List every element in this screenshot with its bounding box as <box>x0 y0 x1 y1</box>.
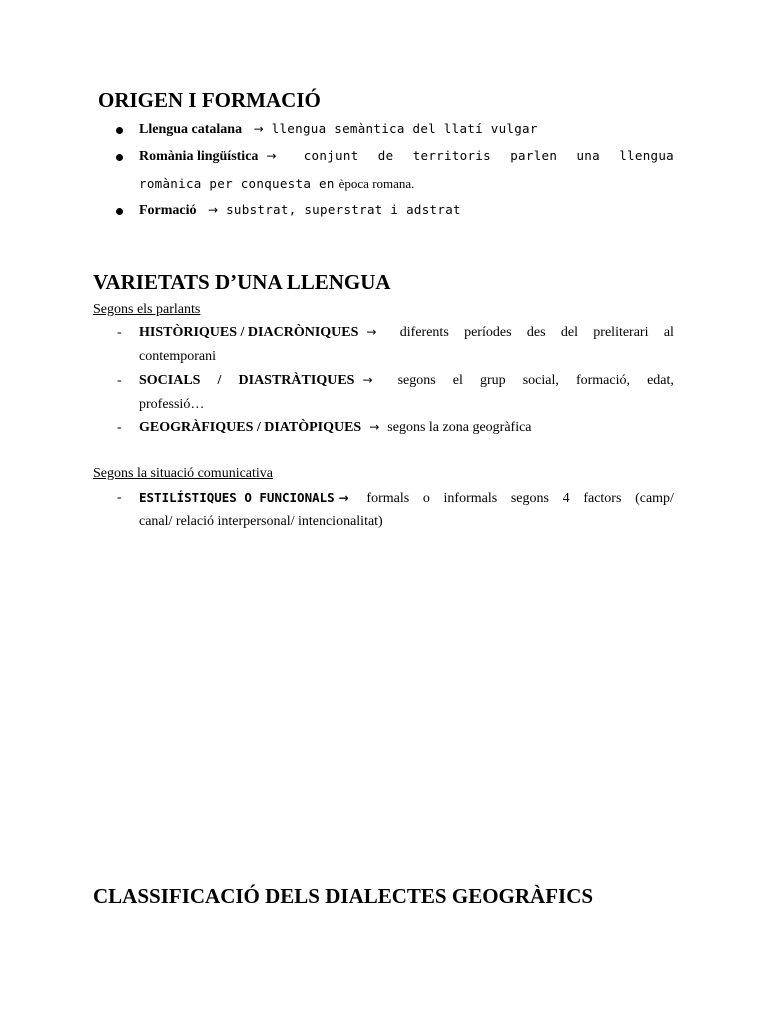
term: Romània lingüística <box>139 149 259 164</box>
word: segons <box>510 491 549 506</box>
definition: segons la zona geogràfica <box>387 420 532 435</box>
subsection-title-parlants: Segons els parlants <box>93 302 201 317</box>
word: territoris <box>412 148 491 163</box>
word: al <box>663 325 674 340</box>
term-word: / <box>217 373 222 388</box>
word: 4 <box>562 491 570 506</box>
arrow-icon: → <box>208 203 219 217</box>
list-item-estilistiques-line2: canal/ relació interpersonal/ intencionalitat) <box>139 514 383 529</box>
word: el <box>452 373 463 388</box>
definition: romànica per conquesta en <box>139 176 335 191</box>
term: Llengua catalana <box>139 122 243 137</box>
list-item-formacio <box>139 202 461 219</box>
word: (camp/ <box>635 491 674 506</box>
term: GEOGRÀFIQUES / DIATÒPIQUES <box>139 420 362 435</box>
term: HISTÒRIQUES / DIACRÒNIQUES <box>139 325 359 340</box>
section-title-varietats: VARIETATS D’UNA LLENGUA <box>93 270 391 294</box>
definition: llengua semàntica del llatí vulgar <box>271 121 538 136</box>
arrow-icon: → <box>362 373 373 387</box>
list-item-historiques-line2: contemporani <box>139 349 216 364</box>
word: de <box>377 148 394 163</box>
list-item-romania-line1 <box>139 148 674 165</box>
list-item-socials-line1 <box>139 373 674 389</box>
section-title-classificacio: CLASSIFICACIÓ DELS DIALECTES GEOGRÀFICS <box>93 884 594 908</box>
dash-bullet: - <box>117 373 122 388</box>
list-item-socials-line2: professió… <box>139 397 205 412</box>
word: llengua <box>619 148 674 163</box>
section-title-origen: ORIGEN I FORMACIÓ <box>98 88 321 112</box>
arrow-icon: → <box>366 325 377 339</box>
word: conjunt <box>303 148 359 163</box>
definition: època romana. <box>338 176 415 191</box>
word: social, <box>522 373 559 388</box>
bullet-icon <box>116 154 123 161</box>
word: formació, <box>575 373 630 388</box>
list-item-romania-line2 <box>139 175 414 193</box>
word: segons <box>397 373 436 388</box>
word: diferents <box>399 325 449 340</box>
bullet-icon <box>116 208 123 215</box>
dash-bullet: - <box>117 490 122 505</box>
word: formals <box>366 491 410 506</box>
word: grup <box>479 373 506 388</box>
term-word: SOCIALS <box>139 373 201 388</box>
list-item-geografiques <box>139 420 532 436</box>
term-word: DIASTRÀTIQUES <box>238 373 355 388</box>
word: informals <box>443 491 498 506</box>
list-item-llengua-catalana <box>139 121 538 138</box>
word: una <box>576 148 600 163</box>
arrow-icon: → <box>266 149 277 163</box>
definition: substrat, superstrat i adstrat <box>226 202 461 217</box>
word: preliterari <box>593 325 649 340</box>
word: factors <box>583 491 622 506</box>
arrow-icon: → <box>253 122 264 136</box>
word: períodes <box>464 325 512 340</box>
dash-bullet: - <box>117 420 122 435</box>
word: del <box>560 325 578 340</box>
word: des <box>526 325 546 340</box>
arrow-icon: → <box>338 491 349 505</box>
list-item-estilistiques-line1 <box>139 490 674 507</box>
arrow-icon: → <box>369 420 380 434</box>
word: parlen <box>510 148 558 163</box>
term: ESTILÍSTIQUES O FUNCIONALS <box>139 490 335 505</box>
subsection-title-situacio: Segons la situació comunicativa <box>93 466 274 481</box>
word: edat, <box>647 373 674 388</box>
list-item-historiques-line1 <box>139 325 674 341</box>
dash-bullet: - <box>117 325 122 340</box>
bullet-icon <box>116 127 123 134</box>
word: o <box>422 491 430 506</box>
term: Formació <box>139 203 197 218</box>
